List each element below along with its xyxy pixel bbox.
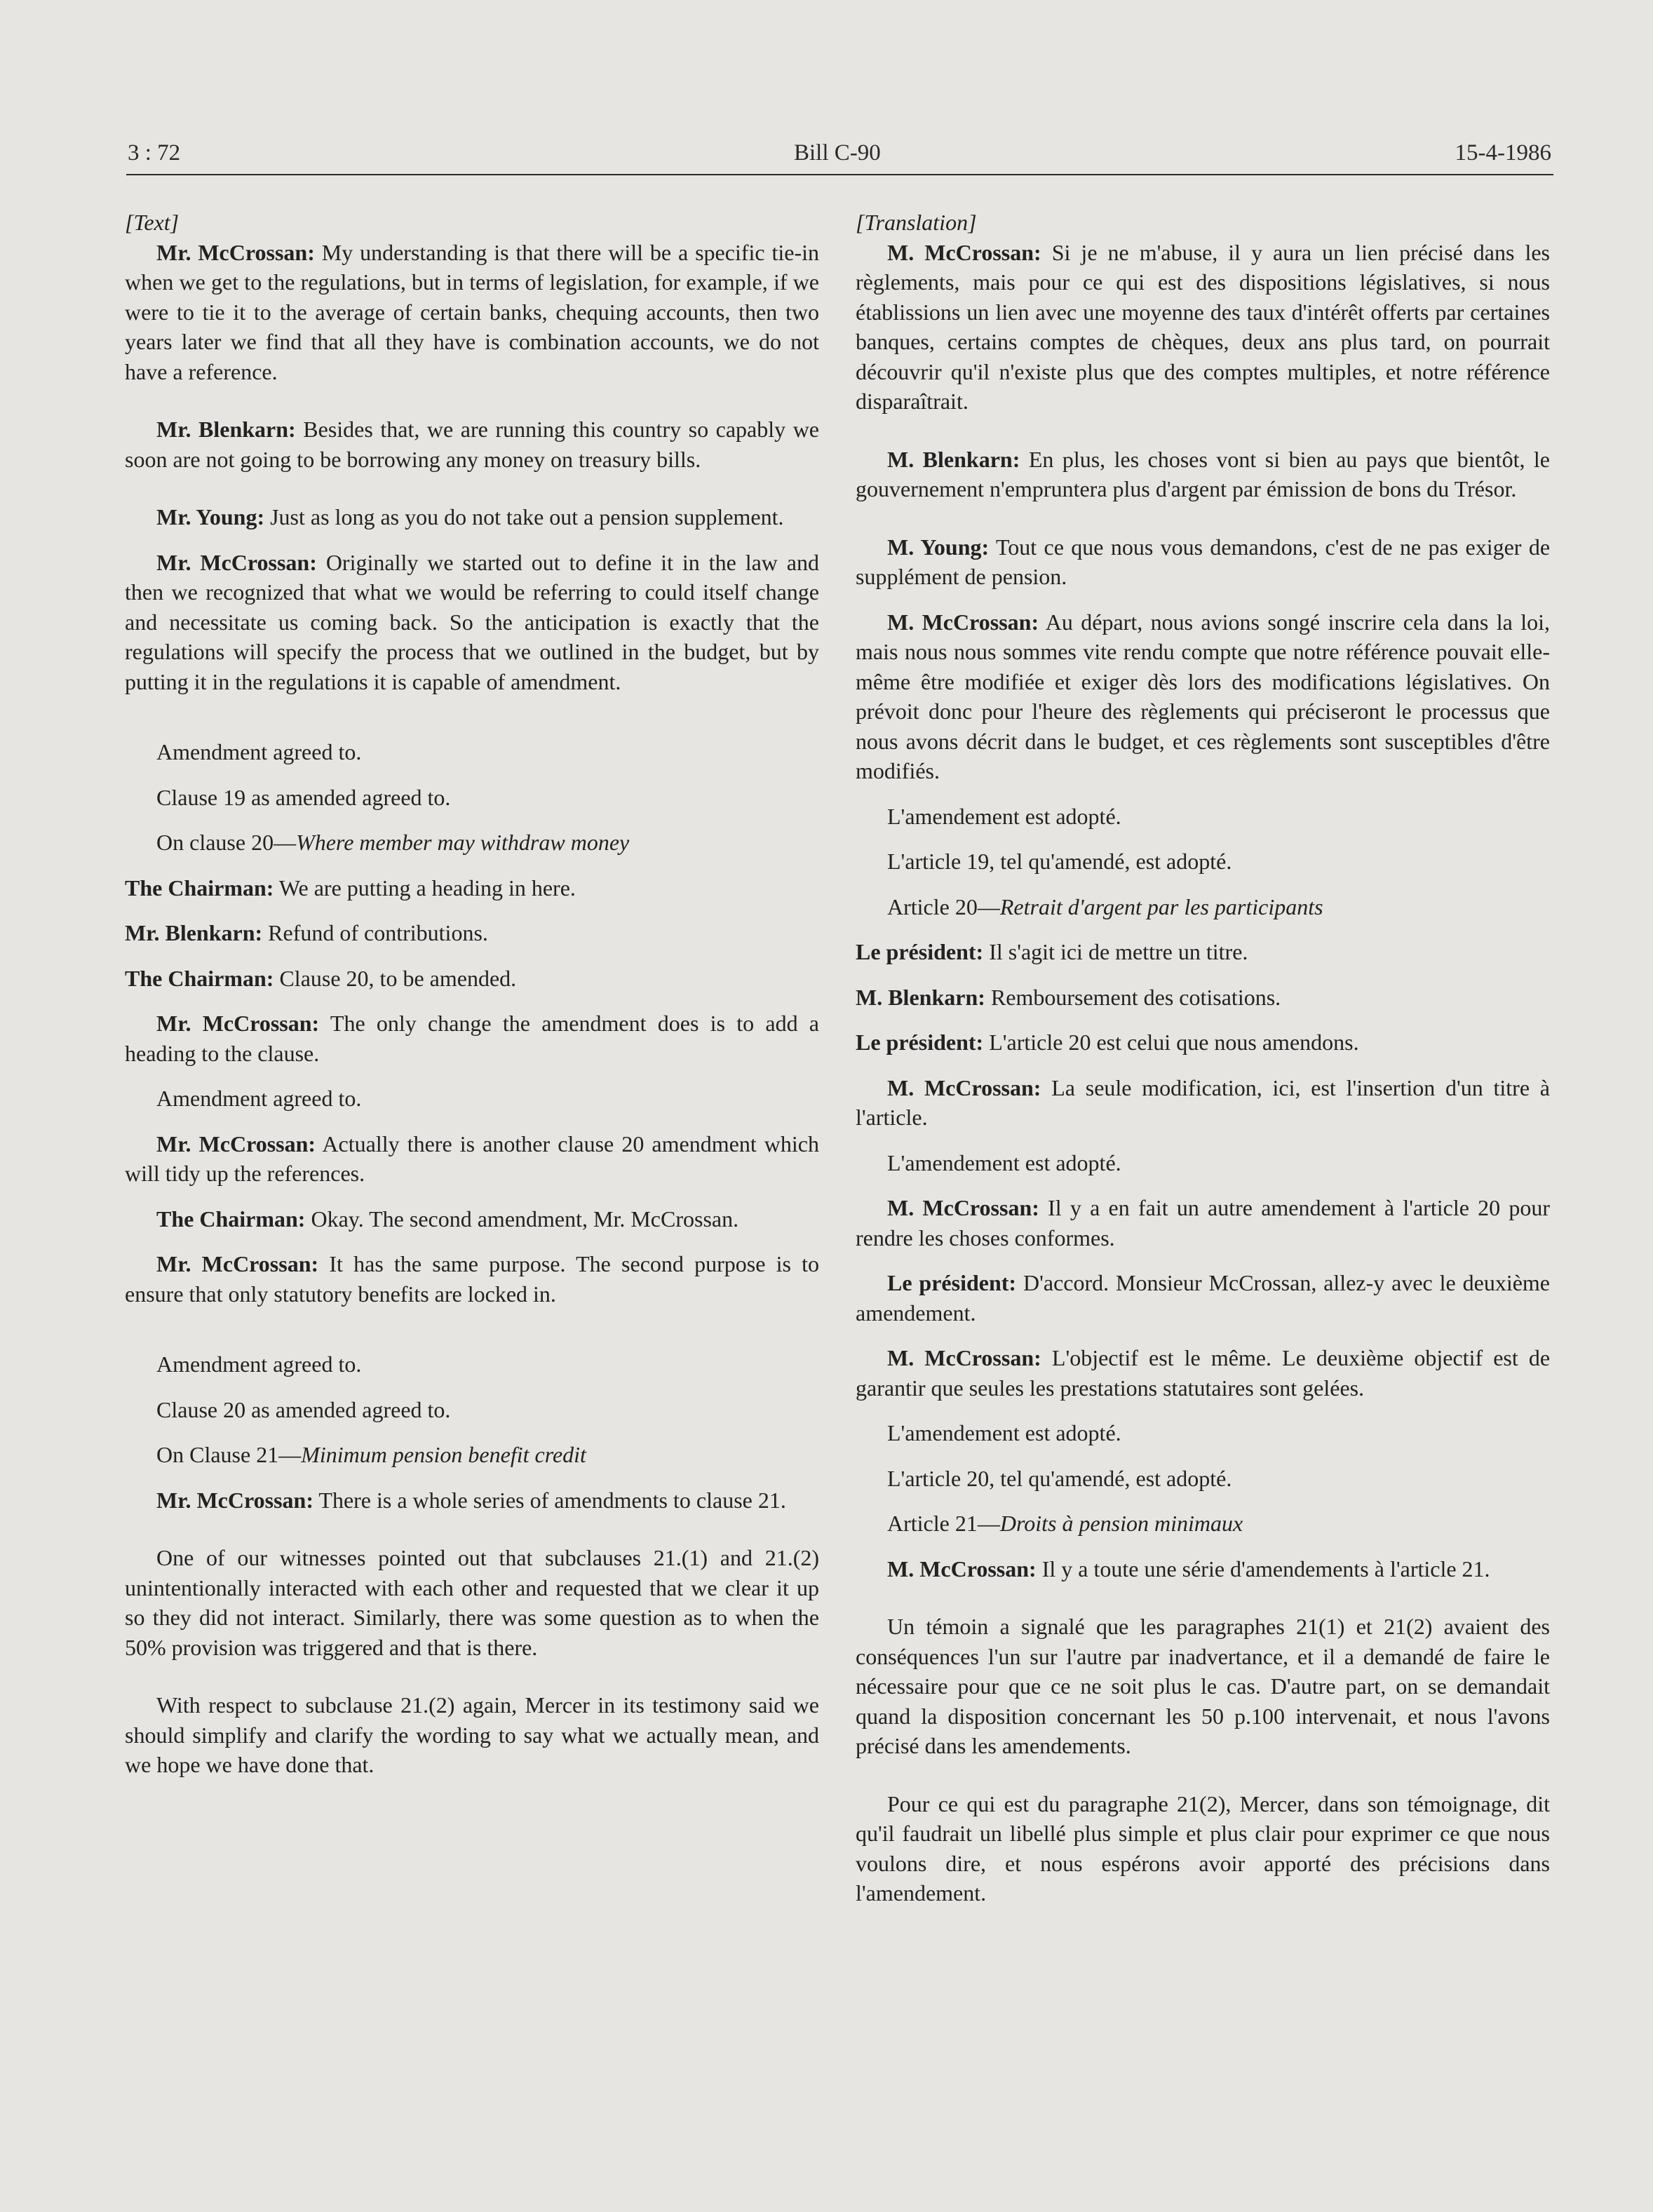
speaker: Mr. McCrossan:	[156, 1011, 320, 1036]
speech-text: Originally we started out to define it in the law and then we recognized that what we would be referring to could itself change and necessitate us coming back. So the anticipation is exactly that the regulations will specify the process that we outlined in the budget, but by putting it in the regulations it is capable of amendment.	[125, 549, 820, 694]
speech-text: Tout ce que nous vous demandons, c'est de ne pas exiger de supplément de pension.	[856, 534, 1551, 589]
paragraph	[125, 1690, 819, 1780]
speech-text: With respect to subclause 21.(2) again, Mercer in its testimony said we should simplify and clarify the wording to say what we actually mean, and we hope we have done that.	[125, 1692, 819, 1777]
speech-text: The only change the amendment does is to add a heading to the clause.	[125, 1011, 820, 1066]
speech-text: Un témoin a signalé que les paragraphes 21(1) et 21(2) avaient des conséquences l'un sur l'autre par inadvertance, et il a demandé de faire le nécessaire pour que ce ne soit plus le cas. D'autre part, on se demandait quand la disposition concernant les 50 p.100 intervenait, et nous l'avons précisé dans les amendements.	[856, 1614, 1550, 1758]
speaker: Mr. Young:	[156, 504, 265, 530]
header-date: 15-4-1986	[1455, 140, 1551, 166]
speech-text: One of our witnesses pointed out that subclauses 21.(1) and 21.(2) unintentionally interacted with each other and requested that we clear it up so they did not interact. Similarly, there was some question as to when the 50% provision was triggered and that is there.	[125, 1545, 819, 1660]
speech-text: Si je ne m'abuse, il y aura un lien précisé dans les règlements, mais pour ce qui est des dispositions législatives, si nous établissions un lien avec une moyenne des taux d'intérêt offerts par certaines banques, certains comptes de chèques, deux ans plus tard, on pourrait découvrir qu'il n'existe plus que des comptes multiples, et notre référence disparaîtrait.	[856, 239, 1551, 414]
page-header	[128, 140, 1551, 175]
paragraph	[856, 983, 1550, 1013]
speaker: The Chairman:	[156, 1206, 306, 1232]
speech-text: D'accord. Monsieur McCrossan, allez-y avec le deuxième amendement.	[856, 1270, 1551, 1326]
speech-text: My understanding is that there will be a specific tie-in when we get to the regulations, but in terms of legislation, for example, if we were to tie it to the average of certain banks, chequing accounts, then two years later we find that all they have is combination accounts, we do not have a reference.	[125, 239, 820, 384]
speech-text: Il y a en fait un autre amendement à l'article 20 pour rendre les choses conformes.	[856, 1195, 1551, 1250]
paragraph	[125, 873, 819, 903]
paragraph	[125, 1249, 819, 1309]
speaker: The Chairman:	[125, 875, 274, 901]
clause-heading: Article 21—Droits à pension minimaux	[887, 1511, 1243, 1536]
paragraph	[856, 1073, 1550, 1133]
speaker: M. Blenkarn:	[856, 984, 985, 1010]
paragraph	[125, 1543, 819, 1662]
paragraph	[856, 1789, 1550, 1908]
paragraph	[856, 1612, 1550, 1761]
paragraph	[125, 1485, 819, 1516]
speech-text: Refund of contributions.	[268, 920, 488, 945]
french-column	[856, 208, 1550, 1908]
motion-result: L'article 20, tel qu'amendé, est adopté.	[887, 1465, 1232, 1491]
clause-heading: On clause 20—Where member may withdraw money	[156, 830, 630, 855]
paragraph	[125, 414, 819, 474]
column-language-label: [Translation]	[856, 210, 977, 235]
speaker: M. McCrossan:	[887, 239, 1041, 265]
speaker: Mr. McCrossan:	[156, 549, 317, 575]
motion-result: L'amendement est adopté.	[887, 1420, 1121, 1445]
paragraph	[856, 1554, 1550, 1584]
speaker: M. McCrossan:	[887, 1195, 1039, 1220]
motion-result: Amendment agreed to.	[156, 1351, 362, 1377]
paragraph	[856, 1343, 1550, 1403]
paragraph	[125, 238, 819, 387]
speech-text: En plus, les choses vont si bien au pays que bientôt, le gouvernement n'empruntera plus d'argent par émission de bons du Trésor.	[856, 446, 1551, 501]
speech-text: L'article 20 est celui que nous amendons.	[989, 1030, 1359, 1055]
clause-heading: On Clause 21—Minimum pension benefit credit	[156, 1442, 586, 1467]
speech-text: Il s'agit ici de mettre un titre.	[989, 939, 1248, 964]
speech-text: Pour ce qui est du paragraphe 21(2), Mercer, dans son témoignage, dit qu'il faudrait un libellé plus simple et plus clair pour exprimer ce que nous voulons dire, et nous espérons avoir apporté des précisions dans l'amendement.	[856, 1790, 1550, 1906]
page-number: 3 : 72	[128, 140, 181, 166]
speaker: Mr. McCrossan:	[156, 1251, 319, 1276]
speaker: Mr. Blenkarn:	[156, 417, 296, 442]
paragraph	[125, 1129, 819, 1189]
motion-result: L'amendement est adopté.	[887, 803, 1121, 829]
motion-result: Clause 20 as amended agreed to.	[156, 1396, 451, 1422]
paragraph	[856, 445, 1550, 504]
paragraph	[856, 532, 1550, 592]
speaker: Mr. McCrossan:	[156, 1487, 313, 1513]
motion-result: L'amendement est adopté.	[887, 1149, 1121, 1175]
speech-text: L'objectif est le même. Le deuxième objectif est de garantir que seules les prestations statutaires sont gelées.	[856, 1345, 1551, 1401]
speech-text: It has the same purpose. The second purpose is to ensure that only statutory benefits are locked in.	[125, 1251, 820, 1307]
speech-text: We are putting a heading in here.	[278, 875, 576, 901]
bill-title: Bill C-90	[794, 140, 881, 166]
column-language-label: [Text]	[125, 210, 180, 235]
paragraph	[856, 1027, 1550, 1058]
speech-text: There is a whole series of amendments to clause 21.	[318, 1487, 786, 1513]
english-column	[125, 208, 819, 1780]
speaker: M. McCrossan:	[887, 1345, 1041, 1370]
speaker: M. McCrossan:	[887, 1556, 1037, 1582]
speaker: M. Young:	[887, 534, 990, 560]
motion-result: L'article 19, tel qu'amendé, est adopté.	[887, 849, 1232, 874]
speaker: Le président:	[856, 939, 984, 964]
paragraph	[856, 1193, 1550, 1253]
paragraph	[125, 502, 819, 532]
speech-text: Just as long as you do not take out a pension supplement.	[270, 504, 784, 530]
speech-text: La seule modification, ici, est l'insertion d'un titre à l'article.	[856, 1074, 1551, 1130]
speaker: M. McCrossan:	[887, 609, 1039, 635]
speaker: The Chairman:	[125, 965, 274, 991]
speaker: Le président:	[856, 1030, 984, 1055]
paragraph	[856, 1268, 1550, 1328]
paragraph	[856, 607, 1550, 786]
paragraph	[125, 548, 819, 697]
speech-text: Remboursement des cotisations.	[990, 984, 1281, 1010]
speech-text: Actually there is another clause 20 amendment which will tidy up the references.	[125, 1131, 820, 1186]
speaker: M. McCrossan:	[887, 1074, 1041, 1100]
speaker: Mr. McCrossan:	[156, 239, 315, 265]
speech-text: Okay. The second amendment, Mr. McCrossan.	[311, 1206, 739, 1232]
speech-text: Au départ, nous avions songé inscrire cela dans la loi, mais nous nous sommes vite rendu compte que notre référence pouvait elle-même être modifiée et exiger dès lors des modifications législatives. On prévoit donc pour l'heure des règlements qui préciseront le processus que nous avons décrit dans le budget, et ces règlements sont susceptibles d'être modifiés.	[856, 609, 1551, 783]
paragraph	[125, 1009, 819, 1068]
clause-heading: Article 20—Retrait d'argent par les participants	[887, 893, 1323, 919]
paragraph	[856, 937, 1550, 967]
speech-text: Il y a toute une série d'amendements à l'article 21.	[1041, 1556, 1490, 1582]
speech-text: Besides that, we are running this country so capably we soon are not going to be borrowing any money on treasury bills.	[125, 417, 820, 472]
speaker: Mr. McCrossan:	[156, 1131, 316, 1156]
header-rule	[126, 174, 1553, 175]
speaker: M. Blenkarn:	[887, 446, 1020, 472]
paragraph	[856, 238, 1550, 417]
paragraph	[125, 964, 819, 994]
paragraph	[125, 1204, 819, 1234]
speaker: Mr. Blenkarn:	[125, 920, 263, 945]
speaker: Le président:	[887, 1270, 1017, 1295]
motion-result: Amendment agreed to.	[156, 739, 362, 764]
motion-result: Clause 19 as amended agreed to.	[156, 784, 451, 810]
motion-result: Amendment agreed to.	[156, 1086, 362, 1111]
speech-text: Clause 20, to be amended.	[279, 965, 517, 991]
paragraph	[125, 918, 819, 948]
